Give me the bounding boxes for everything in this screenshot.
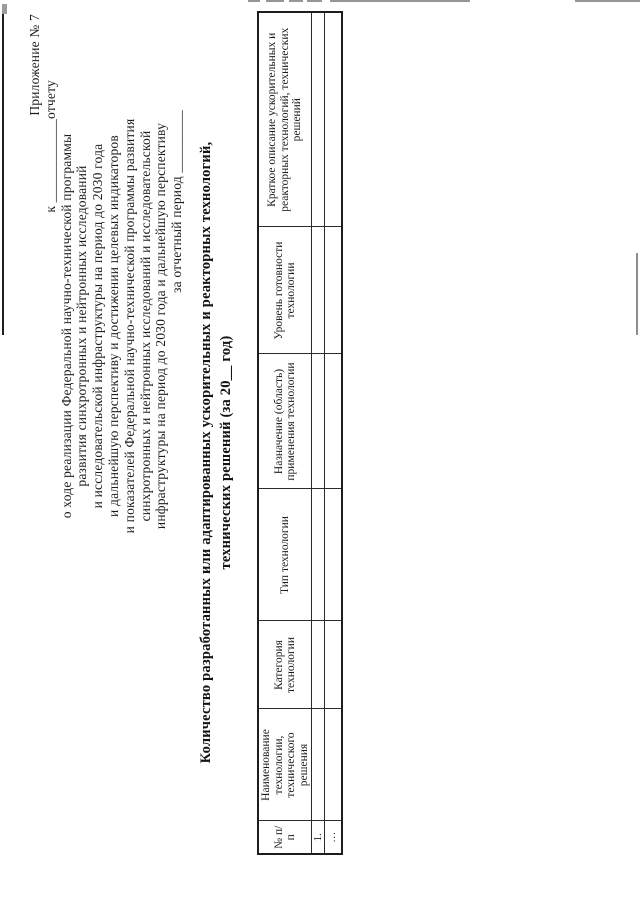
cell-type (325, 489, 342, 621)
appendix-line: инфраструктуры на период до 2030 года и дальнейшую перспективу (153, 122, 169, 530)
col-header-num: № п/п (258, 821, 312, 854)
cell-purpose (312, 354, 325, 489)
document-title-line-2: технических решений (за 20__ год) (218, 335, 234, 570)
scan-artifact (2, 5, 4, 335)
cell-name (312, 709, 325, 821)
technology-table (257, 11, 343, 855)
table-row (312, 12, 325, 854)
table-row (325, 12, 342, 854)
scan-artifact (330, 0, 470, 2)
scan-artifact (266, 0, 284, 2)
col-header-readiness: Уровень готовности технологии (258, 227, 312, 354)
appendix-line: к ____________отчету (42, 80, 58, 213)
scan-artifact (289, 0, 303, 2)
appendix-line: развития синхротронных и нейтронных исследований (74, 165, 90, 487)
document-title (196, 0, 236, 905)
cell-description (312, 12, 325, 227)
scan-artifact (575, 0, 640, 2)
cell-category (325, 621, 342, 709)
cell-readiness (312, 227, 325, 354)
appendix-line: Приложение № 7 (27, 14, 42, 116)
scan-artifact (2, 4, 7, 14)
appendix-line: и исследовательской инфраструктуры на период до 2030 года (90, 143, 106, 509)
scan-artifact (307, 0, 322, 2)
col-header-category: Категория технологии (258, 621, 312, 709)
cell-readiness (325, 227, 342, 354)
col-header-purpose: Назначение (область) применения технологии (258, 354, 312, 489)
appendix-header (27, 10, 185, 642)
cell-category (312, 621, 325, 709)
scan-artifact (248, 0, 260, 2)
col-header-name: Наименование технологии, технического решения (258, 709, 312, 821)
document-title-line-1: Количество разработанных или адаптированных ускорительных и реакторных технологий, (198, 141, 214, 764)
appendix-line: синхротронных и нейтронных исследований и исследовательской (137, 130, 153, 522)
cell-num: … (325, 821, 342, 854)
cell-num: 1. (312, 821, 325, 854)
table-header-row (258, 12, 312, 854)
col-header-type: Тип технологии (258, 489, 312, 621)
scan-artifact (636, 253, 638, 335)
appendix-line: о ходе реализации Федеральной научно-технической программы (58, 133, 74, 519)
appendix-line: и показателей Федеральной научно-технической программы развития (121, 118, 137, 534)
appendix-line: и дальнейшую перспективу и достижении целевых индикаторов (105, 135, 121, 517)
cell-name (325, 709, 342, 821)
appendix-line: за отчетный период _________ (169, 110, 185, 293)
cell-purpose (325, 354, 342, 489)
col-header-description: Краткое описание ускорительных и реакторных технологий, технических решений (258, 12, 312, 227)
cell-type (312, 489, 325, 621)
cell-description (325, 12, 342, 227)
